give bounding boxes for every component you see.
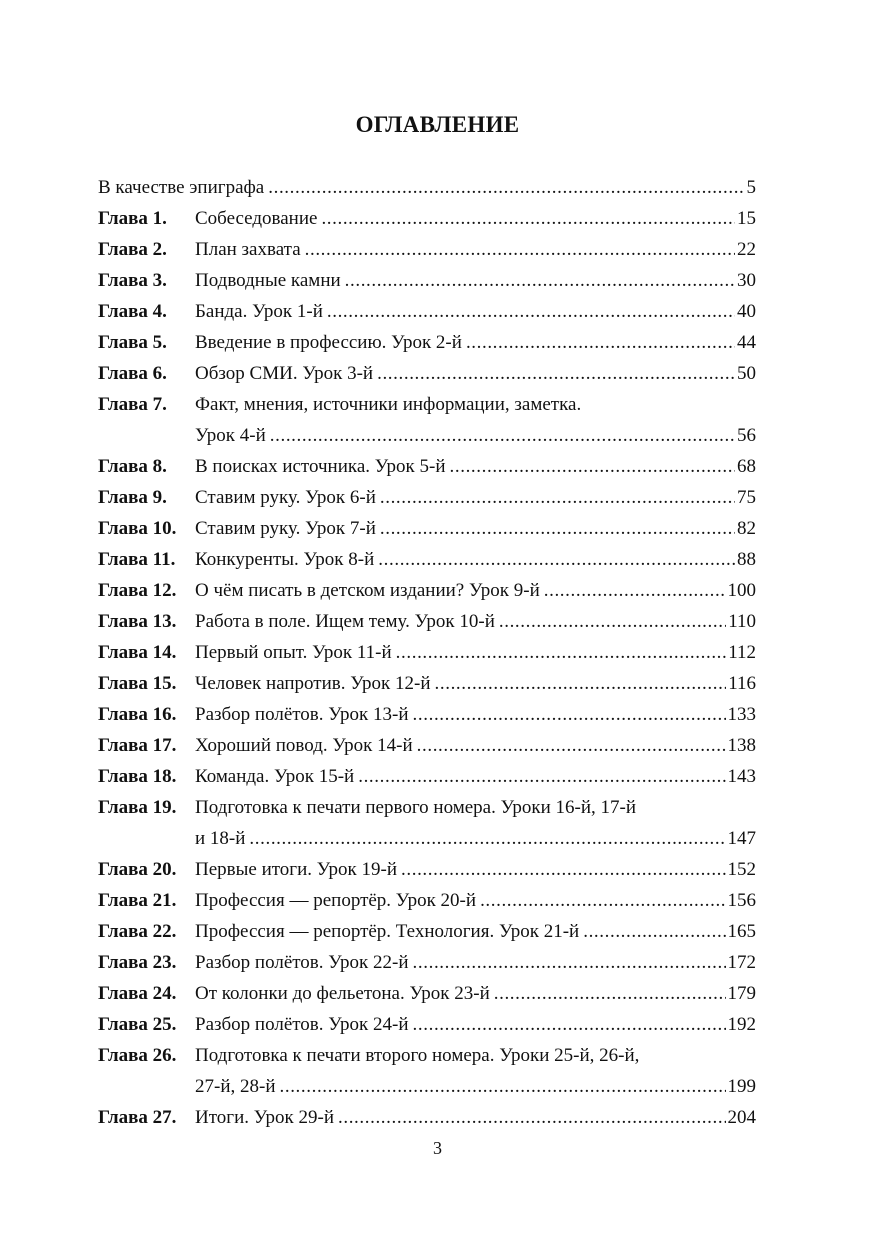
toc-row bbox=[195, 423, 756, 448]
page-title: ОГЛАВЛЕНИЕ bbox=[355, 112, 520, 137]
page-ref: 5 bbox=[746, 177, 756, 198]
toc-entry[interactable] bbox=[98, 1012, 756, 1037]
chapter-title: Банда. Урок 1-й bbox=[195, 301, 323, 322]
chapter-title: Конкуренты. Урок 8-й bbox=[195, 549, 375, 570]
page-ref: 15 bbox=[737, 208, 756, 229]
chapter-title: Собеседование bbox=[195, 208, 318, 229]
toc-entry[interactable] bbox=[98, 919, 756, 944]
dot-leader bbox=[305, 237, 735, 262]
page-ref: 204 bbox=[727, 1107, 756, 1128]
toc-row bbox=[195, 640, 756, 665]
toc-row bbox=[195, 330, 756, 355]
chapter-title: Хороший повод. Урок 14-й bbox=[195, 735, 413, 756]
dot-leader bbox=[268, 175, 744, 200]
page-ref: 192 bbox=[727, 1014, 756, 1035]
toc-entry[interactable] bbox=[98, 950, 756, 975]
page-ref: 100 bbox=[727, 580, 756, 601]
toc-entry[interactable] bbox=[98, 361, 756, 386]
page-number: 3 bbox=[433, 1138, 442, 1158]
toc-row bbox=[195, 454, 756, 479]
page-ref: 50 bbox=[737, 363, 756, 384]
toc-entry[interactable] bbox=[98, 857, 756, 882]
dot-leader bbox=[338, 1105, 726, 1130]
toc-entry[interactable] bbox=[98, 1105, 756, 1130]
chapter-label: Глава 27. bbox=[98, 1107, 177, 1128]
chapter-label: Глава 11. bbox=[98, 549, 176, 570]
toc-entry[interactable] bbox=[98, 671, 756, 696]
page-ref: 156 bbox=[727, 890, 756, 911]
page-ref: 172 bbox=[727, 952, 756, 973]
dot-leader bbox=[377, 361, 735, 386]
page-ref: 138 bbox=[727, 735, 756, 756]
toc-entry[interactable] bbox=[98, 206, 756, 231]
chapter-label: Глава 4. bbox=[98, 301, 167, 322]
toc-row bbox=[195, 609, 756, 634]
dot-leader bbox=[499, 609, 726, 634]
toc-entry-body bbox=[195, 1043, 756, 1099]
toc-row bbox=[195, 671, 756, 696]
chapter-title: Профессия — репортёр. Технология. Урок 21-й bbox=[195, 921, 580, 942]
page-ref: 68 bbox=[737, 456, 756, 477]
chapter-label: Глава 7. bbox=[98, 394, 167, 415]
chapter-title: План захвата bbox=[195, 239, 301, 260]
toc-entry-body bbox=[195, 671, 756, 696]
page-ref: 75 bbox=[737, 487, 756, 508]
dot-leader bbox=[480, 888, 725, 913]
chapter-label: Глава 9. bbox=[98, 487, 167, 508]
chapter-title: и 18-й bbox=[195, 828, 246, 849]
toc-entry-body bbox=[195, 237, 756, 262]
toc-row bbox=[195, 1105, 756, 1130]
chapter-title: Разбор полётов. Урок 24-й bbox=[195, 1014, 409, 1035]
toc-entry[interactable] bbox=[98, 578, 756, 603]
chapter-label: Глава 24. bbox=[98, 983, 177, 1004]
toc-row bbox=[195, 888, 756, 913]
chapter-title: Человек напротив. Урок 12-й bbox=[195, 673, 431, 694]
toc-entry[interactable] bbox=[98, 454, 756, 479]
chapter-label: Глава 18. bbox=[98, 766, 177, 787]
chapter-title: Итоги. Урок 29-й bbox=[195, 1107, 334, 1128]
toc-entry[interactable] bbox=[98, 175, 756, 200]
toc-row bbox=[195, 857, 756, 882]
toc-entry[interactable] bbox=[98, 795, 756, 851]
page-ref: 40 bbox=[737, 301, 756, 322]
table-of-contents bbox=[98, 175, 756, 1136]
page-ref: 147 bbox=[727, 828, 756, 849]
toc-entry-body bbox=[195, 764, 756, 789]
page-ref: 82 bbox=[737, 518, 756, 539]
dot-leader bbox=[270, 423, 735, 448]
toc-row bbox=[195, 733, 756, 758]
dot-leader bbox=[450, 454, 735, 479]
toc-entry[interactable] bbox=[98, 888, 756, 913]
chapter-label: Глава 3. bbox=[98, 270, 167, 291]
dot-leader bbox=[466, 330, 735, 355]
toc-row bbox=[195, 702, 756, 727]
toc-row bbox=[195, 950, 756, 975]
chapter-title-line: Подготовка к печати первого номера. Уроки 16-й, 17-й bbox=[195, 797, 637, 818]
page-ref: 179 bbox=[727, 983, 756, 1004]
chapter-title-line: Подготовка к печати второго номера. Уроки 25-й, 26-й, bbox=[195, 1045, 640, 1066]
page-ref: 22 bbox=[737, 239, 756, 260]
toc-entry[interactable] bbox=[98, 981, 756, 1006]
chapter-label: Глава 15. bbox=[98, 673, 177, 694]
chapter-label: Глава 20. bbox=[98, 859, 177, 880]
chapter-label: Глава 22. bbox=[98, 921, 177, 942]
toc-row bbox=[195, 981, 756, 1006]
chapter-title: Обзор СМИ. Урок 3-й bbox=[195, 363, 374, 384]
chapter-label: Глава 5. bbox=[98, 332, 167, 353]
toc-entry[interactable] bbox=[98, 268, 756, 293]
chapter-label: Глава 19. bbox=[98, 797, 177, 818]
toc-row bbox=[195, 361, 756, 386]
chapter-title: Введение в профессию. Урок 2-й bbox=[195, 332, 462, 353]
chapter-label: Глава 23. bbox=[98, 952, 177, 973]
toc-entry-body bbox=[195, 485, 756, 510]
toc-entry-body bbox=[195, 299, 756, 324]
dot-leader bbox=[358, 764, 725, 789]
dot-leader bbox=[417, 733, 726, 758]
toc-entry-body bbox=[195, 733, 756, 758]
page-ref: 44 bbox=[737, 332, 756, 353]
chapter-label: Глава 17. bbox=[98, 735, 177, 756]
toc-entry-body bbox=[195, 981, 756, 1006]
chapter-title: 27-й, 28-й bbox=[195, 1076, 276, 1097]
toc-entry-body bbox=[195, 454, 756, 479]
chapter-label: Глава 21. bbox=[98, 890, 177, 911]
chapter-title: О чём писать в детском издании? Урок 9-й bbox=[195, 580, 540, 601]
dot-leader bbox=[380, 485, 735, 510]
toc-row bbox=[195, 516, 756, 541]
toc-entry-body bbox=[195, 547, 756, 572]
dot-leader bbox=[378, 547, 735, 572]
chapter-title: Урок 4-й bbox=[195, 425, 266, 446]
page-ref: 116 bbox=[728, 673, 756, 694]
dot-leader bbox=[345, 268, 735, 293]
dot-leader bbox=[494, 981, 726, 1006]
chapter-label: Глава 13. bbox=[98, 611, 177, 632]
toc-entry-body bbox=[195, 702, 756, 727]
page-ref: 30 bbox=[737, 270, 756, 291]
page-ref: 152 bbox=[727, 859, 756, 880]
toc-entry-body bbox=[195, 640, 756, 665]
toc-row bbox=[195, 299, 756, 324]
dot-leader bbox=[396, 640, 727, 665]
toc-entry-body bbox=[195, 516, 756, 541]
toc-entry[interactable] bbox=[98, 1043, 756, 1099]
dot-leader bbox=[401, 857, 725, 882]
toc-entry[interactable] bbox=[98, 392, 756, 448]
toc-row bbox=[195, 578, 756, 603]
toc-entry[interactable] bbox=[98, 733, 756, 758]
toc-entry-body bbox=[195, 609, 756, 634]
chapter-label: Глава 12. bbox=[98, 580, 177, 601]
toc-entry[interactable] bbox=[98, 764, 756, 789]
toc-entry-body bbox=[195, 206, 756, 231]
toc-entry-body bbox=[98, 175, 756, 200]
toc-entry-body bbox=[195, 857, 756, 882]
chapter-title: Разбор полётов. Урок 22-й bbox=[195, 952, 409, 973]
toc-entry-body bbox=[195, 795, 756, 851]
page-ref: 112 bbox=[728, 642, 756, 663]
toc-entry-body bbox=[195, 950, 756, 975]
page-ref: 143 bbox=[727, 766, 756, 787]
page-ref: 56 bbox=[737, 425, 756, 446]
chapter-label: Глава 6. bbox=[98, 363, 167, 384]
chapter-label: Глава 10. bbox=[98, 518, 177, 539]
chapter-title: Разбор полётов. Урок 13-й bbox=[195, 704, 409, 725]
toc-entry-body bbox=[195, 1105, 756, 1130]
toc-entry-body bbox=[195, 1012, 756, 1037]
toc-entry-body bbox=[195, 888, 756, 913]
toc-entry[interactable] bbox=[98, 702, 756, 727]
toc-entry-body bbox=[195, 330, 756, 355]
chapter-title: В поисках источника. Урок 5-й bbox=[195, 456, 446, 477]
toc-entry[interactable] bbox=[98, 485, 756, 510]
chapter-title: Работа в поле. Ищем тему. Урок 10-й bbox=[195, 611, 495, 632]
page-ref: 199 bbox=[727, 1076, 756, 1097]
chapter-title: Первый опыт. Урок 11-й bbox=[195, 642, 392, 663]
toc-entry[interactable] bbox=[98, 547, 756, 572]
chapter-label: Глава 8. bbox=[98, 456, 167, 477]
toc-row bbox=[98, 175, 756, 200]
toc-entry-body bbox=[195, 392, 756, 448]
chapter-title: Профессия — репортёр. Урок 20-й bbox=[195, 890, 477, 911]
dot-leader bbox=[280, 1074, 726, 1099]
dot-leader bbox=[583, 919, 725, 944]
dot-leader bbox=[249, 826, 725, 851]
toc-entry[interactable] bbox=[98, 516, 756, 541]
toc-row bbox=[195, 919, 756, 944]
toc-row bbox=[195, 237, 756, 262]
toc-row bbox=[195, 826, 756, 851]
page-ref: 110 bbox=[728, 611, 756, 632]
dot-leader bbox=[435, 671, 727, 696]
toc-row bbox=[195, 206, 756, 231]
chapter-label: Глава 2. bbox=[98, 239, 167, 260]
chapter-title: Ставим руку. Урок 6-й bbox=[195, 487, 376, 508]
chapter-label: Глава 14. bbox=[98, 642, 177, 663]
dot-leader bbox=[413, 1012, 726, 1037]
page-ref: 165 bbox=[727, 921, 756, 942]
toc-entry[interactable] bbox=[98, 640, 756, 665]
page-ref: 133 bbox=[727, 704, 756, 725]
toc-entry[interactable] bbox=[98, 609, 756, 634]
dot-leader bbox=[544, 578, 726, 603]
chapter-title: От колонки до фельетона. Урок 23-й bbox=[195, 983, 490, 1004]
chapter-title: Команда. Урок 15-й bbox=[195, 766, 355, 787]
chapter-label: Глава 25. bbox=[98, 1014, 177, 1035]
chapter-label: Глава 26. bbox=[98, 1045, 177, 1066]
toc-entry-body bbox=[195, 268, 756, 293]
page-ref: 88 bbox=[737, 549, 756, 570]
toc-entry[interactable] bbox=[98, 237, 756, 262]
toc-entry[interactable] bbox=[98, 299, 756, 324]
toc-entry-body bbox=[195, 578, 756, 603]
chapter-title: Подводные камни bbox=[195, 270, 341, 291]
chapter-label: Глава 16. bbox=[98, 704, 177, 725]
chapter-title: Первые итоги. Урок 19-й bbox=[195, 859, 398, 880]
dot-leader bbox=[380, 516, 735, 541]
toc-row bbox=[195, 1074, 756, 1099]
dot-leader bbox=[327, 299, 735, 324]
toc-row bbox=[195, 1012, 756, 1037]
dot-leader bbox=[413, 702, 726, 727]
chapter-label: Глава 1. bbox=[98, 208, 167, 229]
toc-row bbox=[195, 485, 756, 510]
dot-leader bbox=[413, 950, 726, 975]
toc-row bbox=[195, 268, 756, 293]
toc-entry-body bbox=[195, 361, 756, 386]
toc-entry[interactable] bbox=[98, 330, 756, 355]
chapter-title: В качестве эпиграфа bbox=[98, 177, 265, 198]
chapter-title-line: Факт, мнения, источники информации, заметка. bbox=[195, 394, 582, 415]
toc-row bbox=[195, 547, 756, 572]
toc-row bbox=[195, 764, 756, 789]
dot-leader bbox=[321, 206, 735, 231]
chapter-title: Ставим руку. Урок 7-й bbox=[195, 518, 376, 539]
toc-entry-body bbox=[195, 919, 756, 944]
